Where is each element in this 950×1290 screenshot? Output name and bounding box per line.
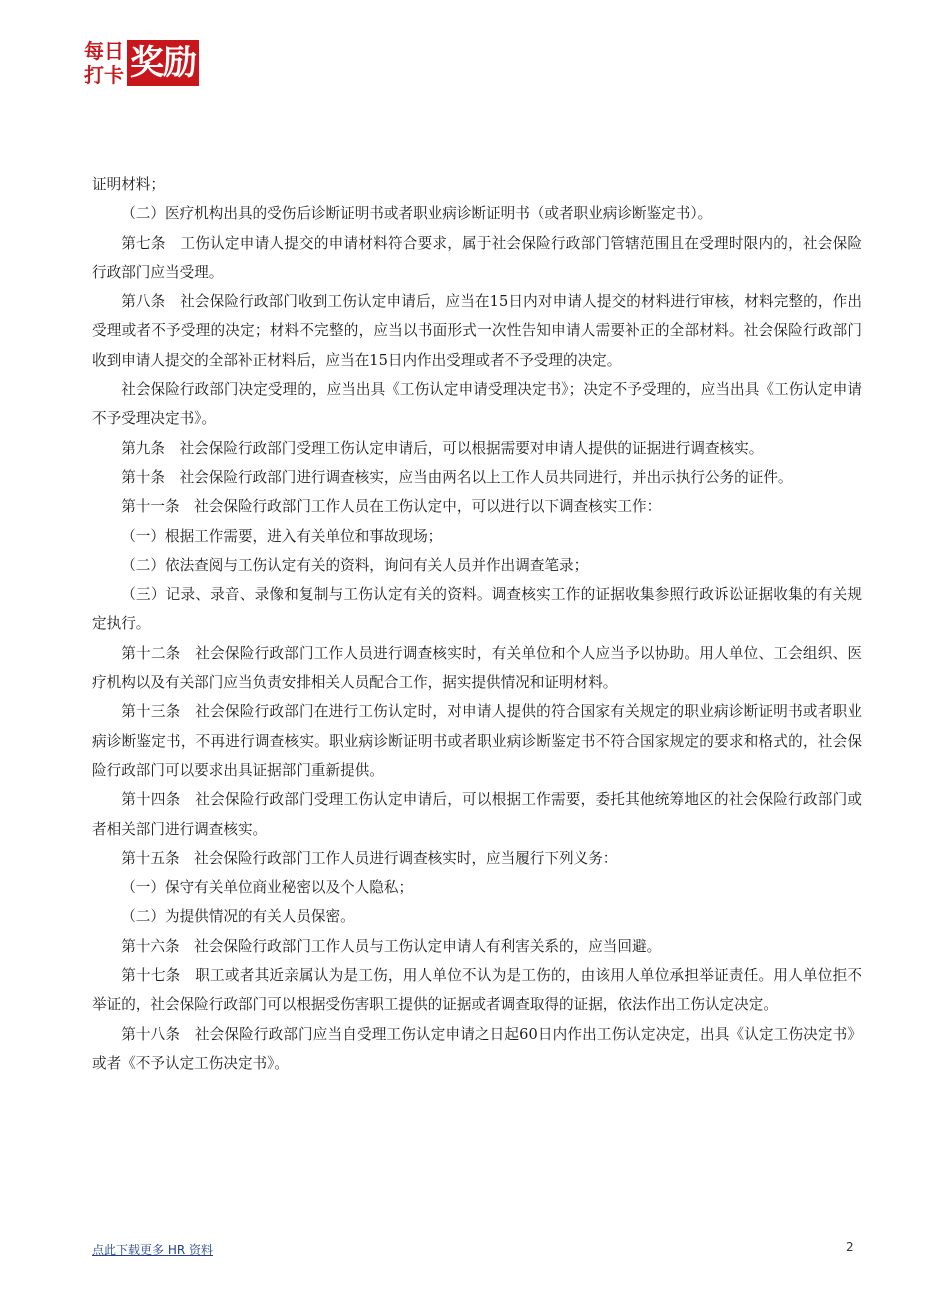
logo-big-text: 奖励	[127, 40, 199, 86]
paragraph: （一）保守有关单位商业秘密以及个人隐私；	[121, 879, 414, 897]
paragraph: 第十七条 职工或者其近亲属认为是工伤，用人单位不认为是工伤的，由该用人单位承担举证责任。用人单位拒不举证的，社会保险行政部门可以根据受伤害职工提供的证据或者调查取得的证据，依法作出工伤认定决定。	[92, 967, 862, 1014]
logo-small-text	[84, 40, 124, 86]
paragraph: （一）根据工作需要，进入有关单位和事故现场；	[121, 527, 443, 545]
paragraph: 社会保险行政部门决定受理的，应当出具《工伤认定申请受理决定书》；决定不予受理的，应当出具《工伤认定申请不予受理决定书》。	[92, 381, 862, 428]
paragraph: 证明材料；	[92, 176, 165, 193]
page-number: 2	[846, 1240, 854, 1254]
paragraph: （三）记录、录音、录像和复制与工伤认定有关的资料。调查核实工作的证据收集参照行政诉讼证据收集的有关规定执行。	[92, 586, 862, 633]
download-hr-link[interactable]: 点此下载更多 HR 资料	[92, 1243, 213, 1257]
paragraph: 第十五条 社会保险行政部门工作人员进行调查核实时，应当履行下列义务：	[121, 849, 618, 867]
paragraph: 第十四条 社会保险行政部门受理工伤认定申请后，可以根据工作需要，委托其他统筹地区的社会保险行政部门或者相关部门进行调查核实。	[92, 791, 862, 838]
paragraph: 第十条 社会保险行政部门进行调查核实，应当由两名以上工作人员共同进行，并出示执行公务的证件。	[121, 468, 793, 486]
brand-logo	[84, 40, 199, 86]
paragraph: （二）医疗机构出具的受伤后诊断证明书或者职业病诊断证明书（或者职业病诊断鉴定书）。	[121, 205, 713, 223]
paragraph: 第十八条 社会保险行政部门应当自受理工伤认定申请之日起60日内作出工伤认定决定，出具《认定工伤决定书》或者《不予认定工伤决定书》。	[92, 1025, 862, 1072]
paragraph: 第七条 工伤认定申请人提交的申请材料符合要求，属于社会保险行政部门管辖范围且在受理时限内的，社会保险行政部门应当受理。	[92, 234, 862, 281]
logo-line2: 打卡	[84, 63, 124, 87]
logo-line1: 每日	[84, 39, 124, 63]
paragraph: 第十三条 社会保险行政部门在进行工伤认定时，对申请人提供的符合国家有关规定的职业病诊断证明书或者职业病诊断鉴定书，不再进行调查核实。职业病诊断证明书或者职业病诊断鉴定书不符合国家规定的要求和格式的，社会保险行政部门可以要求出具证据部门重新提供。	[92, 703, 862, 779]
paragraph: 第十一条 社会保险行政部门工作人员在工伤认定中，可以进行以下调查核实工作：	[121, 498, 662, 516]
paragraph: 第八条 社会保险行政部门收到工伤认定申请后，应当在15日内对申请人提交的材料进行审核，材料完整的，作出受理或者不予受理的决定；材料不完整的，应当以书面形式一次性告知申请人需要补正的全部材料。社会保险行政部门收到申请人提交的全部补正材料后，应当在15日内作出受理或者不予受理的决定。	[92, 293, 862, 369]
paragraph: 第十二条 社会保险行政部门工作人员进行调查核实时，有关单位和个人应当予以协助。用人单位、工会组织、医疗机构以及有关部门应当负责安排相关人员配合工作，据实提供情况和证明材料。	[92, 644, 862, 692]
paragraph: （二）为提供情况的有关人员保密。	[121, 908, 355, 926]
paragraph: 第九条 社会保险行政部门受理工伤认定申请后，可以根据需要对申请人提供的证据进行调查核实。	[121, 439, 764, 457]
paragraph: （二）依法查阅与工伤认定有关的资料，询问有关人员并作出调查笔录；	[121, 556, 589, 574]
paragraph: 第十六条 社会保险行政部门工作人员与工伤认定申请人有利害关系的，应当回避。	[121, 937, 662, 955]
document-body	[92, 170, 862, 1078]
